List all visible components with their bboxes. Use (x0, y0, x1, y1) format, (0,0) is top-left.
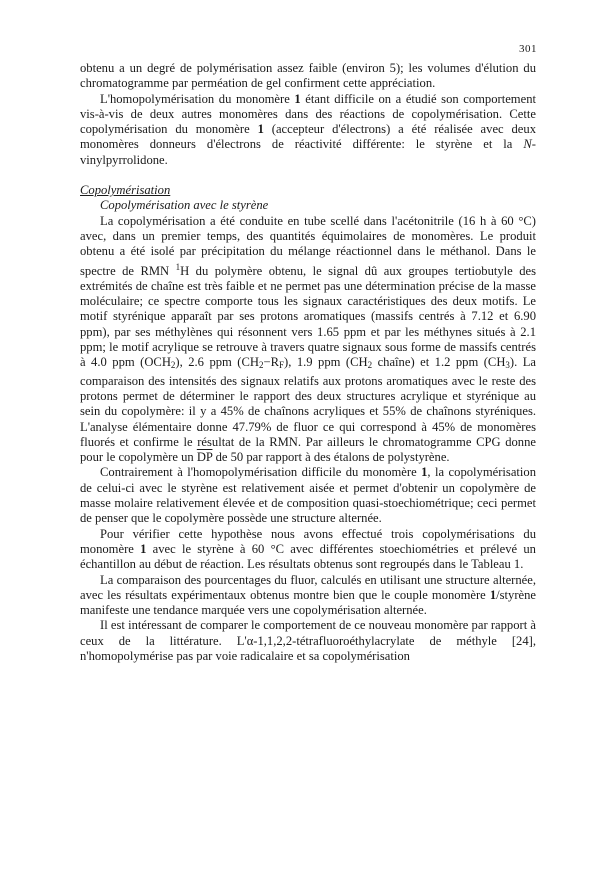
body-text (80, 61, 536, 664)
paragraph: Pour vérifier cette hypothèse nous avons effectué trois copolymérisations du monomère 1 avec le styrène à 60 °C avec différentes stoechiométries et prélevé un échantillon au début de réaction. Les résultats obtenus sont regroupés dans le Tableau 1. (80, 526, 536, 572)
compound-ref: 1 (421, 465, 428, 480)
paragraph: Contrairement à l'homopolymérisation difficile du monomère 1, la copolymérisation de celui-ci avec le styrène est relativement aisée et permet d'obtenir un copolymère de masse molaire relativement élevée et de composition quasi-stoechiométrique; ceci permet de penser que le copolymère possède une structure alternée. (80, 465, 536, 526)
paragraph: La comparaison des pourcentages du fluor, calculés en utilisant une structure alternée, avec les résultats expérimentaux obtenus montre bien que le couple monomère 1/styrène manifeste une tendance marquée vers une copolymérisation alternée. (80, 572, 536, 618)
paragraph: L'homopolymérisation du monomère 1 étant difficile on a étudié son comportement vis-à-vis de deux autres monomères dans des réactions de copolymérisation. Cette copolymérisation du monomère 1 (accepteur d'électrons) a été réalisée avec deux monomères donneurs d'électrons de réactivité différente: le styrène et la N-vinylpyrrolidone. (80, 91, 536, 167)
paragraph: La copolymérisation a été conduite en tube scellé dans l'acétonitrile (16 h à 60 °C) avec, dans un premier temps, des quantités équimolaires de monomères. Le produit obtenu a été isolé par précipitation du mélange réactionnel dans le méthanol. Dans le spectre de RMN $^1$H du polymère obtenu, le signal dû aux groupes tertiobutyle des extrémités de chaîne est très faible et ne permet pas une détermination précise de la masse moléculaire; ce spectre comporte tous les signaux caractéristiques des deux motifs. Le motif styrénique apparaît par ses protons aromatiques (massifs centrés à 7.12 et 6.90 ppm), par ses méthylènes qui résonnent vers 1.65 ppm et par les méthynes situés à 2.1 ppm; le motif acrylique se retrouve à travers quatre signaux sous forme de massifs centrés à 4.0 ppm $(OCH_2)$, 2.6 ppm $(CH_2-R_F)$, 1.9 ppm ($CH_2$ chaîne) et 1.2 ppm $(CH_3)$. La comparaison des intensités des signaux relatifs aux protons aromatiques avec le reste des protons permet de déterminer le rapport des deux structures acrylique et styrénique au sein du copolymère: il y a 45% de chaînons acryliques et 55% de chaînons styréniques. L'analyse élémentaire donne 47.79% de fluor ce qui correspond à 45% de monomères fluorés et confirme le résultat de la RMN. Par ailleurs le chromatogramme CPG donne pour le copolymère un $\overline{DP}$ de 50 par rapport à des étalons de polystyrène. (80, 213, 537, 465)
subsection-heading: Copolymérisation avec le styrène (100, 198, 269, 213)
compound-ref: 1 (257, 122, 264, 137)
paragraph: obtenu a un degré de polymérisation assez faible (environ 5); les volumes d'élution du chromatogramme par perméation de gel confirment cette appréciation. (80, 61, 536, 91)
compound-ref: 1 (294, 91, 301, 106)
page-number: 301 (519, 43, 537, 55)
section-heading: Copolymérisation (80, 183, 171, 198)
compound-ref: 1 (489, 587, 497, 602)
compound-ref: 1 (140, 541, 147, 556)
paragraph: Il est intéressant de comparer le comportement de ce nouveau monomère par rapport à ceux de la littérature. L'α-1,1,2,2-tétrafluoroéthylacrylate de méthyle [24], n'homopolymérise pas par voie radicalaire et sa copolymérisation (80, 618, 536, 663)
